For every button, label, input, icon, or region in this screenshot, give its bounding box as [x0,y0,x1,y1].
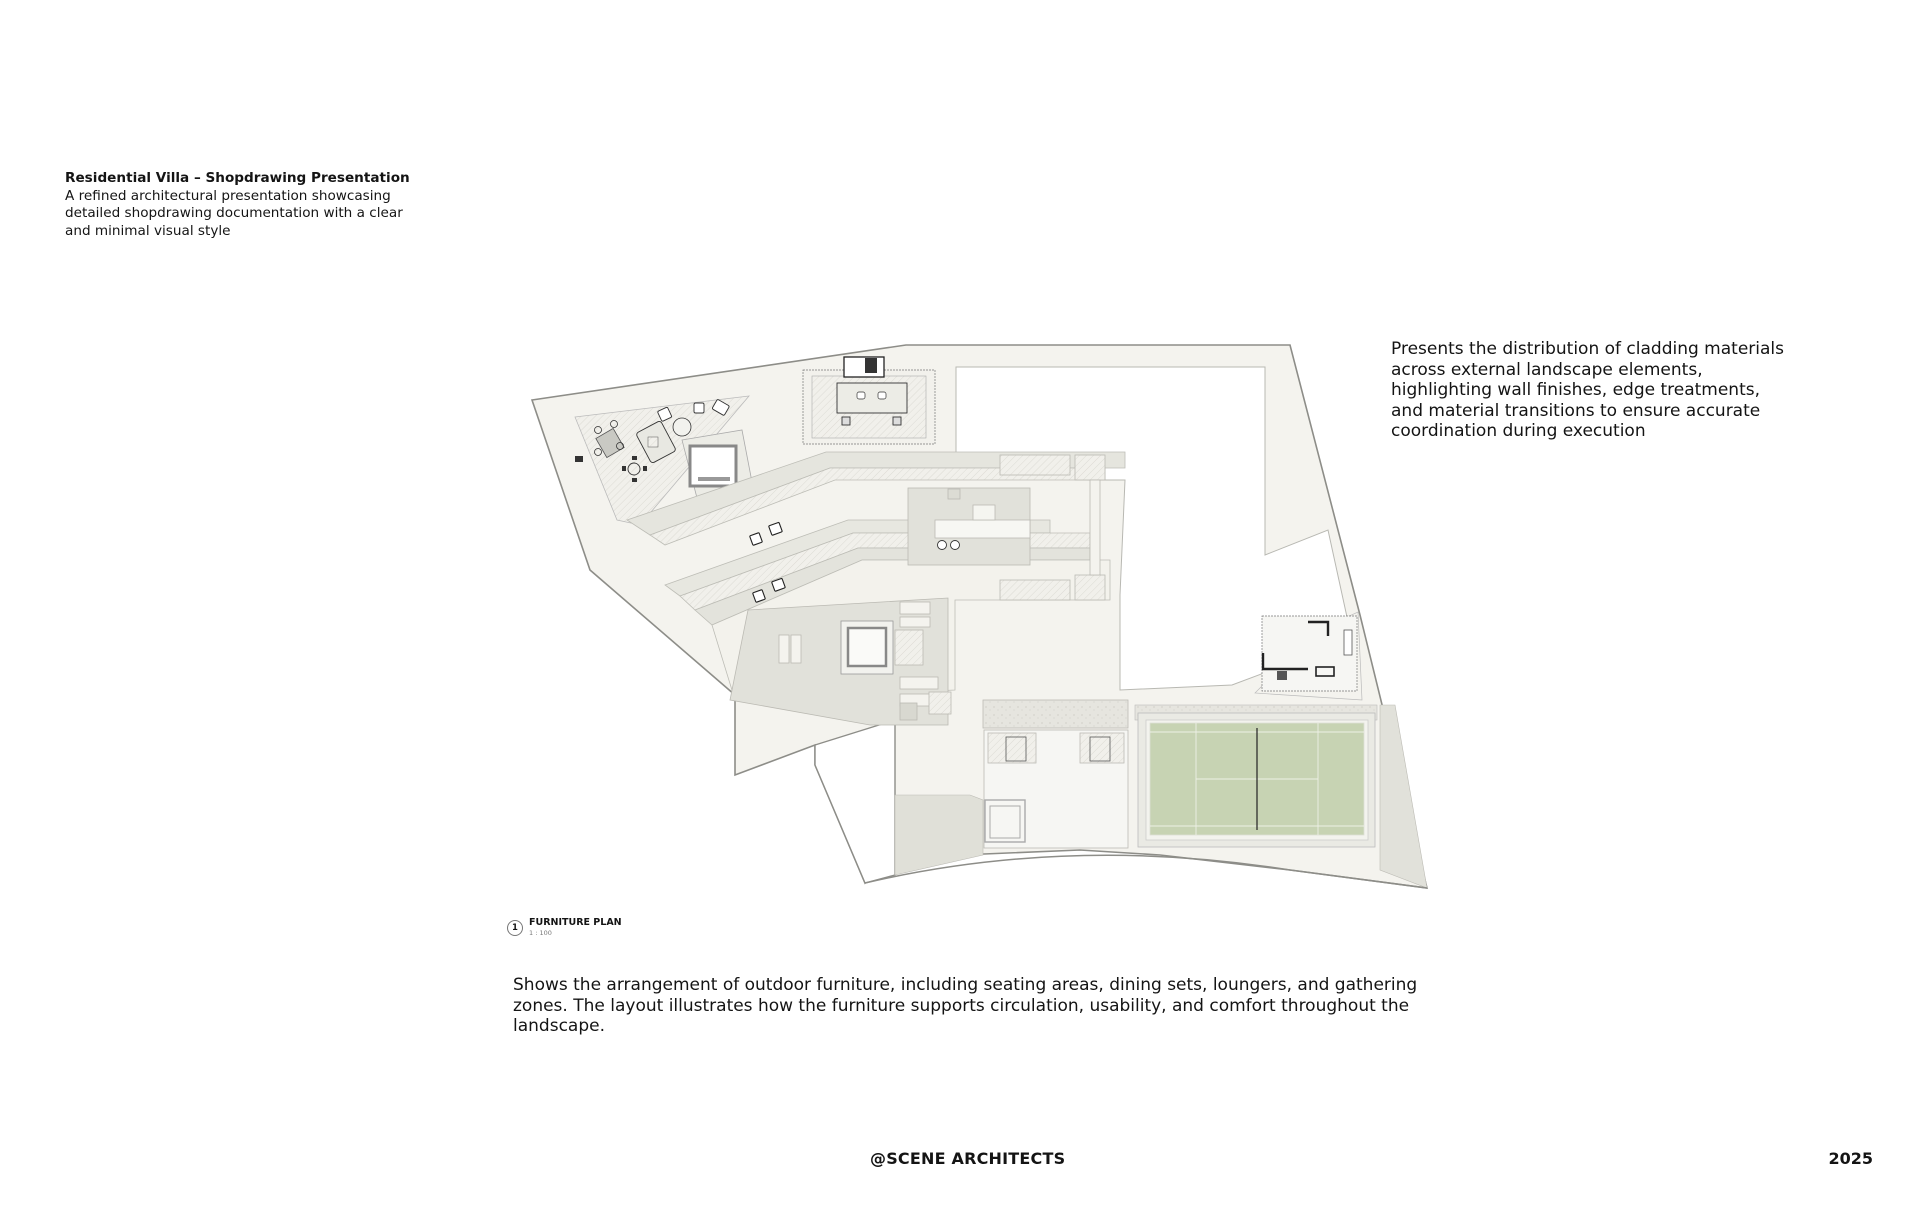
tennis-court [1135,705,1377,847]
bench-icon [575,456,583,462]
drawing-title-block [507,917,622,937]
project-description: A refined architectural presentation showcasing detailed shopdrawing documentation with a clear and minimal visual style [65,187,403,239]
furniture-description: Shows the arrangement of outdoor furniture, including seating areas, dining sets, loungers, and gathering zones. The layout illustrates how the furniture supports circulation, usability, and comfort throughout the landscape. [513,975,1418,1036]
pool-deck [983,700,1128,848]
project-title: Residential Villa – Shopdrawing Presentation [65,170,410,186]
drawing-title: FURNITURE PLAN [529,917,622,928]
footer-brand: @SCENE ARCHITECTS [870,1149,1066,1168]
drawing-scale: 1 : 100 [529,929,552,937]
cladding-description: Presents the distribution of cladding materials across external landscape elements, highlighting wall finishes, edge treatments, and material transitions to ensure accurate coordination during execution [1391,339,1784,441]
round-lounge-icon [673,418,691,436]
drawing-number-badge: 1 [507,920,523,936]
stool-icon [938,541,947,550]
footer-year: 2025 [1828,1149,1873,1168]
outdoor-kitchen-icon [837,383,907,413]
pergola-lounge [803,357,935,444]
corner-pavilion [1255,612,1362,700]
water-feature-garden [730,598,951,725]
